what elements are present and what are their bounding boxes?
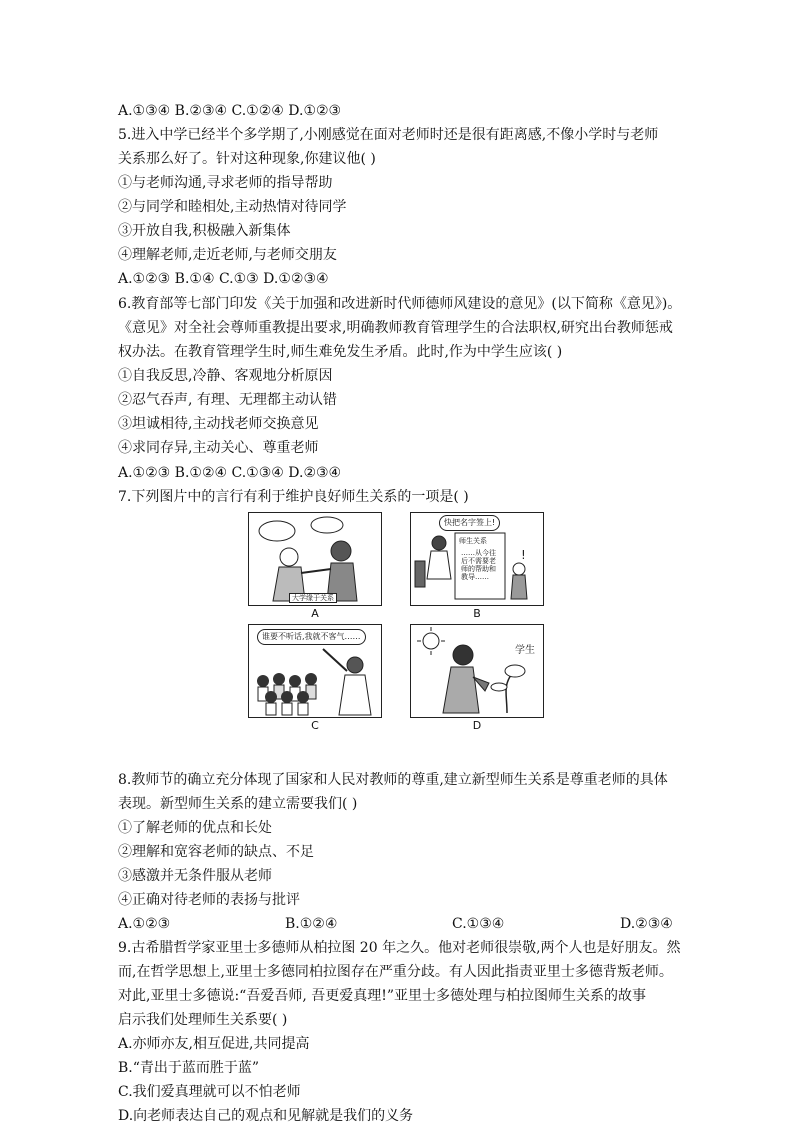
text-line: 6.教育部等七部门印发《关于加强和改进新时代师德师风建设的意见》(以下简称《意见》)。 <box>118 296 682 312</box>
text-line: B.“青出于蓝而胜于蓝” <box>118 1060 260 1076</box>
text-line: ①自我反思,冷静、客观地分析原因 <box>118 368 333 384</box>
figure-d-caption: D <box>472 719 482 732</box>
svg-text:!: ! <box>521 548 526 562</box>
figure-a-sign: 大学缘于关系 <box>289 593 337 603</box>
cartoon-a <box>248 512 382 606</box>
text-line: ④正确对待老师的表扬与批评 <box>118 892 300 908</box>
text-line: C.我们爱真理就可以不怕老师 <box>118 1084 301 1100</box>
figure-b <box>410 512 544 620</box>
q8-option-d: D.②③④ <box>620 916 673 932</box>
text-line: ③开放自我,积极融入新集体 <box>118 223 291 239</box>
text-line: 7.下列图片中的言行有利于维护良好师生关系的一项是( ) <box>118 489 469 505</box>
text-line: ②与同学和睦相处,主动热情对待同学 <box>118 199 347 215</box>
q8-option-c: C.①③④ <box>452 916 505 932</box>
text-line: 5.进入中学已经半个多学期了,小刚感觉在面对老师时还是很有距离感,不像小学时与老师 <box>118 127 659 143</box>
figure-d-label: 学生 <box>515 645 535 656</box>
text-line: D.向老师表达自己的观点和见解就是我们的义务 <box>118 1108 414 1124</box>
text-line: 权办法。在教育管理学生时,师生难免发生矛盾。此时,作为中学生应该( ) <box>118 344 563 360</box>
text-line: ④理解老师,走近老师,与老师交朋友 <box>118 247 337 263</box>
text-line: 对此,亚里士多德说:“吾爱吾师, 吾更爱真理!”亚里士多德处理与柏拉图师生关系的故事 <box>118 988 647 1004</box>
text-line: 9.古希腊哲学家亚里士多德师从柏拉图 20 年之久。他对老师很崇敬,两个人也是好朋友。然 <box>118 940 681 956</box>
cartoon-d <box>410 624 544 718</box>
figure-c-caption: C <box>311 719 319 732</box>
text-line: A.①②③ B.①④ C.①③ D.①②③④ <box>118 271 329 287</box>
figure-a-caption: A <box>311 607 319 620</box>
text-line: 启示我们处理师生关系要( ) <box>118 1012 288 1028</box>
figure-b-paper-text: ……从今往后不需要老师的帮助和教导…… <box>461 549 496 581</box>
figure-c-bubble: 谁要不听话,我就不客气…… <box>257 629 366 645</box>
text-line: 表现。新型师生关系的建立需要我们( ) <box>118 796 358 812</box>
text-line: 8.教师节的确立充分体现了国家和人民对教师的尊重,建立新型师生关系是尊重老师的具体 <box>118 772 668 788</box>
q7-figures <box>248 512 546 738</box>
figure-d <box>410 624 544 732</box>
cartoon-c <box>248 624 382 718</box>
text-line: 而,在哲学思想上,亚里士多德同柏拉图存在严重分歧。有人因此指责亚里士多德背叛老师。 <box>118 964 673 980</box>
text-line: ①了解老师的优点和长处 <box>118 820 272 836</box>
q8-option-a: A.①②③ <box>118 916 171 932</box>
text-line: ④求同存异,主动关心、尊重老师 <box>118 440 319 456</box>
text-line: 关系那么好了。针对这种现象,你建议他( ) <box>118 151 376 167</box>
text-line: A.①②③ B.①②④ C.①③④ D.②③④ <box>118 465 342 481</box>
figure-b-paper-title: 师生关系 <box>459 537 487 545</box>
text-line: ②理解和宽容老师的缺点、不足 <box>118 844 314 860</box>
figure-b-bubble: 快把名字签上! <box>439 515 500 531</box>
figure-b-caption: B <box>473 607 481 620</box>
text-line: 《意见》对全社会尊师重教提出要求,明确教师教育管理学生的合法职权,研究出台教师惩戒 <box>118 320 673 336</box>
q8-option-b: B.①②④ <box>285 916 338 932</box>
text-line: ①与老师沟通,寻求老师的指导帮助 <box>118 175 333 191</box>
figure-c <box>248 624 382 732</box>
text-line: A.亦师亦友,相互促进,共同提高 <box>118 1036 310 1052</box>
text-line: ②忍气吞声, 有理、无理都主动认错 <box>118 392 337 408</box>
figure-a <box>248 512 382 620</box>
text-line: A.①③④ B.②③④ C.①②④ D.①②③ <box>118 103 342 119</box>
cartoon-b <box>410 512 544 606</box>
text-line: ③感激并无条件服从老师 <box>118 868 272 884</box>
text-line: ③坦诚相待,主动找老师交换意见 <box>118 416 319 432</box>
